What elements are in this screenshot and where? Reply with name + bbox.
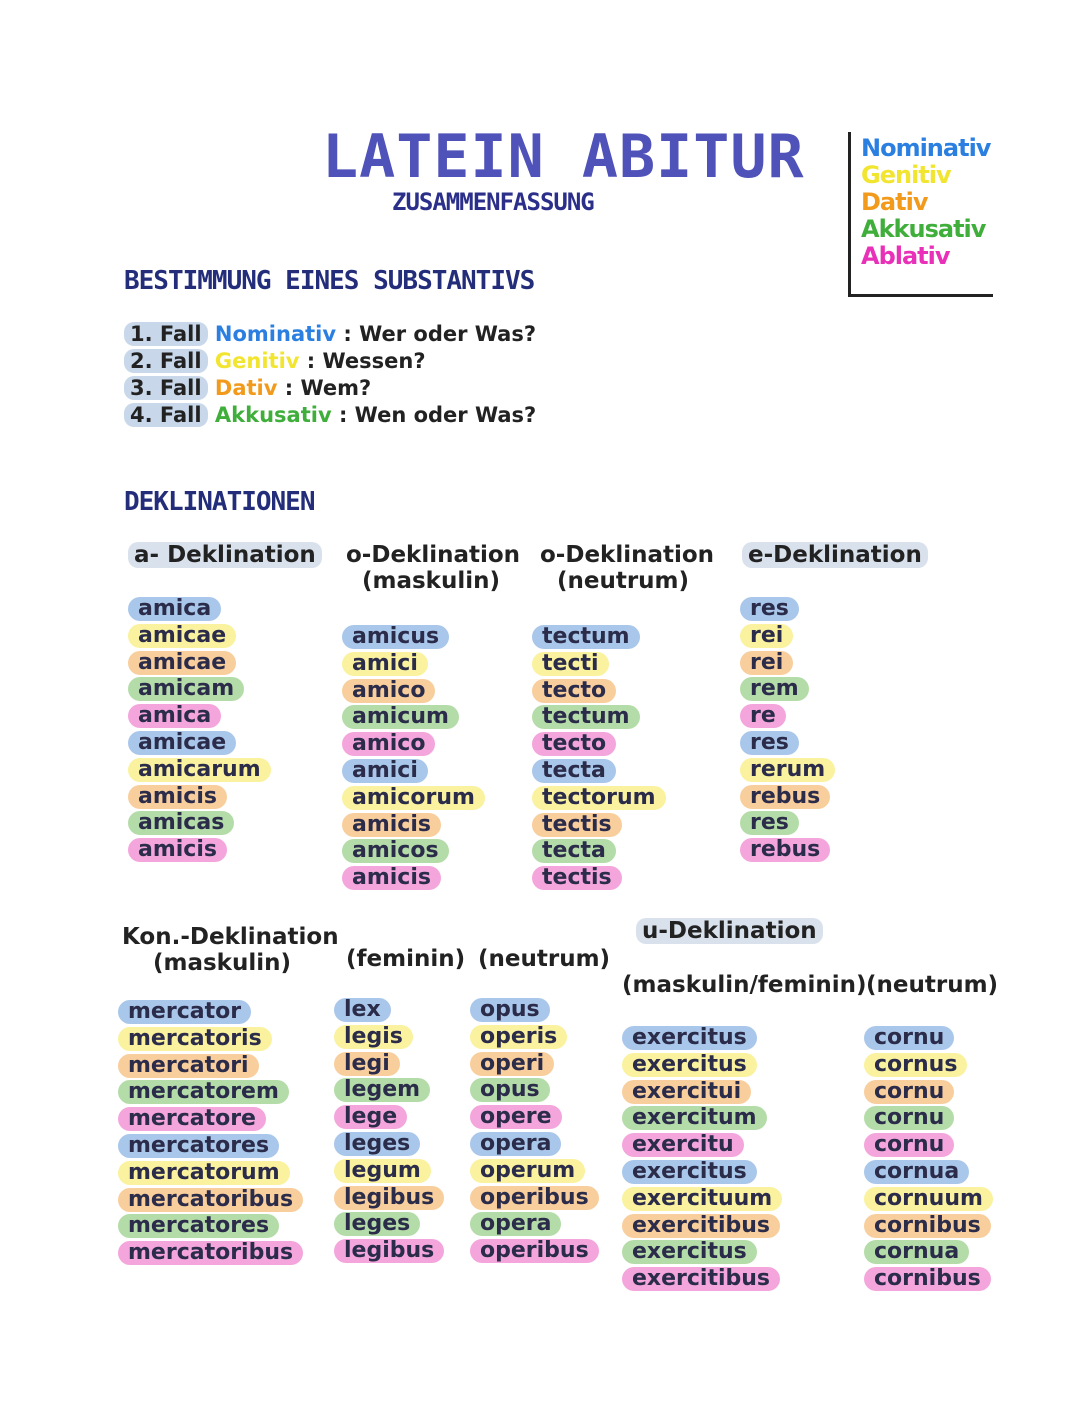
- list-item: opus: [470, 998, 550, 1022]
- list-item: tecto: [532, 679, 616, 703]
- list-item: cornu: [864, 1080, 954, 1104]
- list-item: res: [740, 597, 799, 621]
- list-item: exercitu: [622, 1133, 744, 1157]
- list-item: amicos: [342, 839, 449, 863]
- legend-genitiv: Genitiv: [861, 161, 951, 189]
- header-e-deklination: [742, 542, 928, 568]
- case-number: 1. Fall: [124, 322, 208, 346]
- column-subtitle: (maskulin): [361, 568, 500, 594]
- list-item: operibus: [470, 1186, 599, 1210]
- list-item: rei: [740, 624, 793, 648]
- list-item: rebus: [740, 785, 830, 809]
- list-item: legis: [334, 1025, 413, 1049]
- list-item: lex: [334, 998, 391, 1022]
- list-u-mask-fem: [622, 1026, 782, 1294]
- list-item: rebus: [740, 838, 830, 862]
- list-item: exercitus: [622, 1026, 757, 1050]
- list-item: mercatoribus: [118, 1188, 303, 1212]
- case-question: : Wessen?: [306, 349, 426, 373]
- list-item: amicae: [128, 731, 236, 755]
- column-title: e-Deklination: [742, 542, 928, 568]
- list-item: cornu: [864, 1026, 954, 1050]
- page-subtitle: ZUSAMMENFASSUNG: [392, 188, 594, 216]
- list-item: exercitus: [622, 1053, 757, 1077]
- case-row-2: [124, 349, 536, 376]
- list-item: re: [740, 704, 786, 728]
- case-row-4: [124, 403, 536, 430]
- list-item: cornibus: [864, 1267, 991, 1291]
- case-name: Nominativ: [214, 322, 337, 346]
- list-item: mercatorum: [118, 1161, 290, 1185]
- list-item: mercatores: [118, 1214, 279, 1238]
- list-item: operibus: [470, 1239, 599, 1263]
- list-item: opera: [470, 1212, 561, 1236]
- list-item: amicas: [128, 811, 234, 835]
- case-number: 2. Fall: [124, 349, 208, 373]
- case-question: : Wen oder Was?: [338, 403, 537, 427]
- column-title: o-Deklination: [346, 542, 521, 568]
- list-item: tectorum: [532, 786, 666, 810]
- list-item: amicarum: [128, 758, 271, 782]
- case-name: Akkusativ: [214, 403, 332, 427]
- list-item: opera: [470, 1132, 561, 1156]
- list-a-deklination: [128, 597, 271, 865]
- list-item: amicis: [342, 866, 441, 890]
- list-item: operis: [470, 1025, 567, 1049]
- case-number: 4. Fall: [124, 403, 208, 427]
- list-item: rei: [740, 651, 793, 675]
- list-item: legibus: [334, 1186, 444, 1210]
- list-item: cornu: [864, 1106, 954, 1130]
- case-name: Dativ: [214, 376, 278, 400]
- list-item: amicus: [342, 625, 449, 649]
- list-item: cornu: [864, 1133, 954, 1157]
- list-item: amico: [342, 732, 435, 756]
- list-item: tectum: [532, 625, 640, 649]
- legend-akkusativ: Akkusativ: [861, 215, 986, 243]
- list-item: cornua: [864, 1160, 969, 1184]
- list-item: legibus: [334, 1239, 444, 1263]
- header-o-deklination-mask: [346, 542, 521, 594]
- column-subtitle: (maskulin): [152, 950, 291, 976]
- list-kon-feminin: [334, 998, 444, 1266]
- heading-deklinationen: DEKLINATIONEN: [124, 487, 315, 517]
- list-item: mercatoris: [118, 1027, 272, 1051]
- header-kon-feminin: (feminin): [346, 946, 466, 972]
- list-item: tecta: [532, 839, 616, 863]
- list-item: res: [740, 731, 799, 755]
- list-item: cornua: [864, 1240, 969, 1264]
- list-item: opus: [470, 1078, 550, 1102]
- list-item: opere: [470, 1105, 562, 1129]
- case-row-3: [124, 376, 536, 403]
- list-item: cornus: [864, 1053, 967, 1077]
- list-item: amicam: [128, 677, 244, 701]
- list-item: tecta: [532, 759, 616, 783]
- header-kon-neutrum: (neutrum): [478, 946, 611, 972]
- list-item: tecti: [532, 652, 609, 676]
- list-item: amicorum: [342, 786, 485, 810]
- legend-ablativ: Ablativ: [861, 242, 950, 270]
- list-item: lege: [334, 1105, 407, 1129]
- header-u-neutrum: (neutrum): [866, 972, 999, 998]
- column-title: a- Deklination: [128, 542, 322, 568]
- list-item: mercator: [118, 1000, 251, 1024]
- case-number: 3. Fall: [124, 376, 208, 400]
- list-kon-neutrum: [470, 998, 599, 1266]
- list-item: mercatore: [118, 1107, 266, 1131]
- column-title: o-Deklination: [540, 542, 715, 568]
- case-question: : Wer oder Was?: [343, 322, 537, 346]
- list-item: operum: [470, 1159, 585, 1183]
- heading-bestimmung: BESTIMMUNG EINES SUBSTANTIVS: [124, 266, 535, 296]
- list-item: leges: [334, 1132, 420, 1156]
- list-item: mercatoribus: [118, 1241, 303, 1265]
- column-title: u-Deklination: [636, 918, 823, 944]
- list-item: tecto: [532, 732, 616, 756]
- list-item: tectis: [532, 813, 622, 837]
- list-item: amicae: [128, 624, 236, 648]
- list-item: cornibus: [864, 1214, 991, 1238]
- case-question-list: [124, 322, 536, 430]
- legend-dativ: Dativ: [861, 188, 928, 216]
- list-item: exercitus: [622, 1160, 757, 1184]
- list-kon-maskulin: [118, 1000, 303, 1268]
- list-item: amicum: [342, 705, 459, 729]
- list-item: mercatores: [118, 1134, 279, 1158]
- list-item: legi: [334, 1052, 400, 1076]
- list-item: res: [740, 811, 799, 835]
- list-item: legem: [334, 1078, 430, 1102]
- list-item: exercitus: [622, 1240, 757, 1264]
- case-row-1: [124, 322, 536, 349]
- list-item: amica: [128, 597, 221, 621]
- list-e-deklination: [740, 597, 835, 865]
- list-item: amico: [342, 679, 435, 703]
- case-name: Genitiv: [214, 349, 300, 373]
- list-item: rerum: [740, 758, 835, 782]
- list-item: operi: [470, 1052, 554, 1076]
- list-item: amicae: [128, 651, 236, 675]
- legend-nominativ: Nominativ: [861, 134, 991, 162]
- list-item: legum: [334, 1159, 431, 1183]
- case-question: : Wem?: [284, 376, 372, 400]
- list-item: amicis: [128, 838, 227, 862]
- list-item: leges: [334, 1212, 420, 1236]
- list-item: tectum: [532, 705, 640, 729]
- list-item: amica: [128, 704, 221, 728]
- list-o-deklination-mask: [342, 625, 485, 893]
- header-kon-deklination: [122, 924, 339, 976]
- column-subtitle: (neutrum): [556, 568, 690, 594]
- list-item: exercitui: [622, 1080, 751, 1104]
- list-item: exercituum: [622, 1187, 782, 1211]
- list-item: tectis: [532, 866, 622, 890]
- header-u-deklination: [636, 918, 823, 944]
- header-u-mask-fem: (maskulin/feminin): [622, 972, 867, 998]
- list-u-neutrum: [864, 1026, 993, 1294]
- list-item: mercatorem: [118, 1080, 289, 1104]
- list-item: amicis: [128, 785, 227, 809]
- list-item: amici: [342, 652, 428, 676]
- list-item: exercitum: [622, 1106, 767, 1130]
- page-title: LATEIN ABITUR: [322, 122, 805, 192]
- header-o-deklination-neut: [540, 542, 715, 594]
- list-item: amicis: [342, 813, 441, 837]
- list-item: mercatori: [118, 1054, 259, 1078]
- list-item: exercitibus: [622, 1214, 780, 1238]
- list-o-deklination-neut: [532, 625, 666, 893]
- list-item: amici: [342, 759, 428, 783]
- header-a-deklination: [128, 542, 322, 568]
- list-item: exercitibus: [622, 1267, 780, 1291]
- column-title: Kon.-Deklination: [122, 924, 339, 950]
- list-item: cornuum: [864, 1187, 993, 1211]
- case-color-legend: [848, 132, 993, 297]
- list-item: rem: [740, 677, 809, 701]
